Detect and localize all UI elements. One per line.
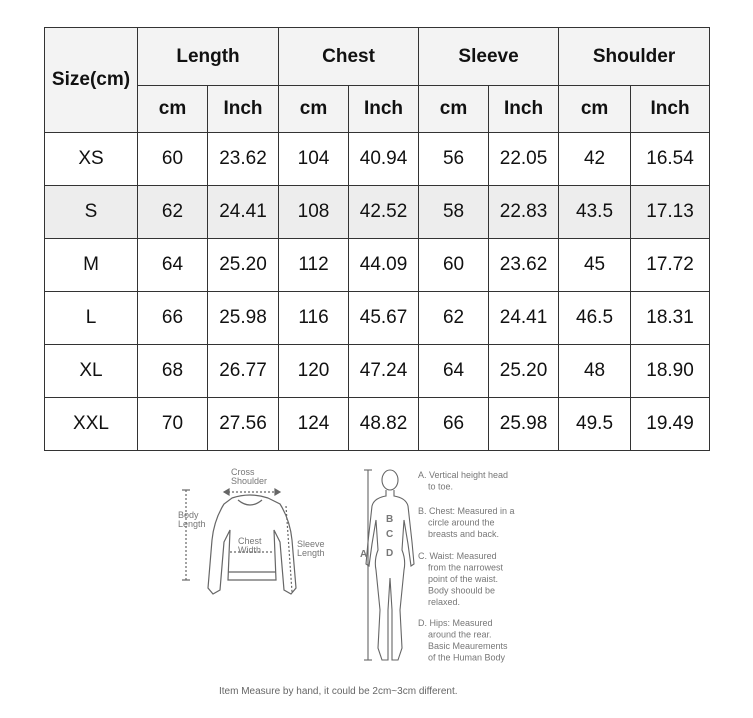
- value-cell: 66: [138, 292, 208, 345]
- table-row: [45, 292, 710, 345]
- body-note-line: C. Waist: Measured: [418, 551, 497, 561]
- label-d: D: [386, 548, 394, 559]
- unit-header: Inch: [631, 86, 710, 133]
- value-cell: 49.5: [559, 398, 631, 451]
- value-cell: 60: [138, 133, 208, 186]
- sweater-neckline: [238, 500, 262, 505]
- table-row: [45, 133, 710, 186]
- value-cell: 26.77: [208, 345, 279, 398]
- value-cell: 40.94: [349, 133, 419, 186]
- unit-header: cm: [419, 86, 489, 133]
- body-notes: [418, 470, 515, 663]
- cross-shoulder-label: Shoulder: [231, 476, 268, 486]
- value-cell: 46.5: [559, 292, 631, 345]
- value-cell: 19.49: [631, 398, 710, 451]
- chest-width-label: Chest: [238, 536, 262, 546]
- body-diagram: [364, 470, 414, 660]
- size-cell: L: [45, 292, 138, 345]
- unit-header: cm: [559, 86, 631, 133]
- arrow-head: [224, 489, 229, 495]
- value-cell: 25.20: [489, 345, 559, 398]
- value-cell: 17.13: [631, 186, 710, 239]
- group-header-shoulder: Shoulder: [559, 28, 710, 86]
- body-note-line: of the Human Body: [428, 652, 506, 663]
- value-cell: 66: [419, 398, 489, 451]
- body-note-line: D. Hips: Measured: [418, 618, 493, 628]
- value-cell: 24.41: [489, 292, 559, 345]
- value-cell: 64: [138, 239, 208, 292]
- value-cell: 45: [559, 239, 631, 292]
- header-row-units: [45, 86, 710, 133]
- unit-header: cm: [138, 86, 208, 133]
- unit-header: Inch: [349, 86, 419, 133]
- value-cell: 24.41: [208, 186, 279, 239]
- size-header-cell: Size(cm): [45, 28, 138, 133]
- value-cell: 108: [279, 186, 349, 239]
- value-cell: 48: [559, 345, 631, 398]
- chest-width-label: Width: [238, 545, 262, 555]
- table-row: [45, 345, 710, 398]
- value-cell: 25.20: [208, 239, 279, 292]
- value-cell: 124: [279, 398, 349, 451]
- body-note-line: Body shoould be: [428, 585, 496, 596]
- label-a: A: [360, 549, 368, 560]
- table-row: [45, 239, 710, 292]
- table-row: [45, 186, 710, 239]
- value-cell: 68: [138, 345, 208, 398]
- value-cell: 56: [419, 133, 489, 186]
- value-cell: 64: [419, 345, 489, 398]
- body-note-line: relaxed.: [428, 597, 461, 607]
- value-cell: 27.56: [208, 398, 279, 451]
- body-note-line: breasts and back.: [428, 529, 500, 539]
- value-cell: 62: [419, 292, 489, 345]
- size-cell: S: [45, 186, 138, 239]
- value-cell: 22.05: [489, 133, 559, 186]
- value-cell: 58: [419, 186, 489, 239]
- sleeve-length-label: Sleeve: [297, 539, 325, 549]
- value-cell: 120: [279, 345, 349, 398]
- body-note-line: point of the waist.: [428, 574, 499, 584]
- size-cell: M: [45, 239, 138, 292]
- value-cell: 112: [279, 239, 349, 292]
- value-cell: 116: [279, 292, 349, 345]
- size-cell: XL: [45, 345, 138, 398]
- value-cell: 25.98: [489, 398, 559, 451]
- value-cell: 23.62: [208, 133, 279, 186]
- group-header-length: Length: [138, 28, 279, 86]
- size-cell: XXL: [45, 398, 138, 451]
- group-header-sleeve: Sleeve: [419, 28, 559, 86]
- size-chart-table: [44, 27, 710, 451]
- sleeve-length-arrow: [286, 506, 292, 592]
- size-cell: XS: [45, 133, 138, 186]
- unit-header: Inch: [489, 86, 559, 133]
- body-note-line: around the rear.: [428, 629, 492, 640]
- value-cell: 104: [279, 133, 349, 186]
- value-cell: 22.83: [489, 186, 559, 239]
- value-cell: 62: [138, 186, 208, 239]
- value-cell: 60: [419, 239, 489, 292]
- value-cell: 23.62: [489, 239, 559, 292]
- body-length-label: Body: [178, 510, 199, 520]
- body-note-line: to toe.: [428, 481, 454, 492]
- body-note-line: circle around the: [428, 517, 495, 528]
- measure-footnote: Item Measure by hand, it could be 2cm~3cm different.: [219, 686, 458, 697]
- measurement-diagram: [0, 460, 753, 718]
- arrow-head: [275, 489, 280, 495]
- body-note-line: Basic Meaurements: [428, 641, 508, 651]
- unit-header: Inch: [208, 86, 279, 133]
- value-cell: 18.31: [631, 292, 710, 345]
- value-cell: 44.09: [349, 239, 419, 292]
- value-cell: 18.90: [631, 345, 710, 398]
- head-outline: [382, 470, 398, 490]
- value-cell: 47.24: [349, 345, 419, 398]
- value-cell: 42: [559, 133, 631, 186]
- value-cell: 25.98: [208, 292, 279, 345]
- cross-shoulder-label: Cross: [231, 467, 255, 477]
- value-cell: 42.52: [349, 186, 419, 239]
- table-row: [45, 398, 710, 451]
- value-cell: 16.54: [631, 133, 710, 186]
- value-cell: 70: [138, 398, 208, 451]
- body-note-line: A. Vertical height head: [418, 470, 509, 480]
- label-b: B: [386, 514, 394, 525]
- sleeve-length-label: Length: [297, 548, 325, 558]
- value-cell: 43.5: [559, 186, 631, 239]
- group-header-chest: Chest: [279, 28, 419, 86]
- label-c: C: [386, 529, 394, 540]
- header-row-groups: [45, 28, 710, 86]
- unit-header: cm: [279, 86, 349, 133]
- body-note-line: B. Chest: Measured in a: [418, 506, 515, 516]
- value-cell: 17.72: [631, 239, 710, 292]
- body-length-label: Length: [178, 519, 206, 529]
- body-note-line: from the narrowest: [428, 562, 504, 573]
- value-cell: 45.67: [349, 292, 419, 345]
- value-cell: 48.82: [349, 398, 419, 451]
